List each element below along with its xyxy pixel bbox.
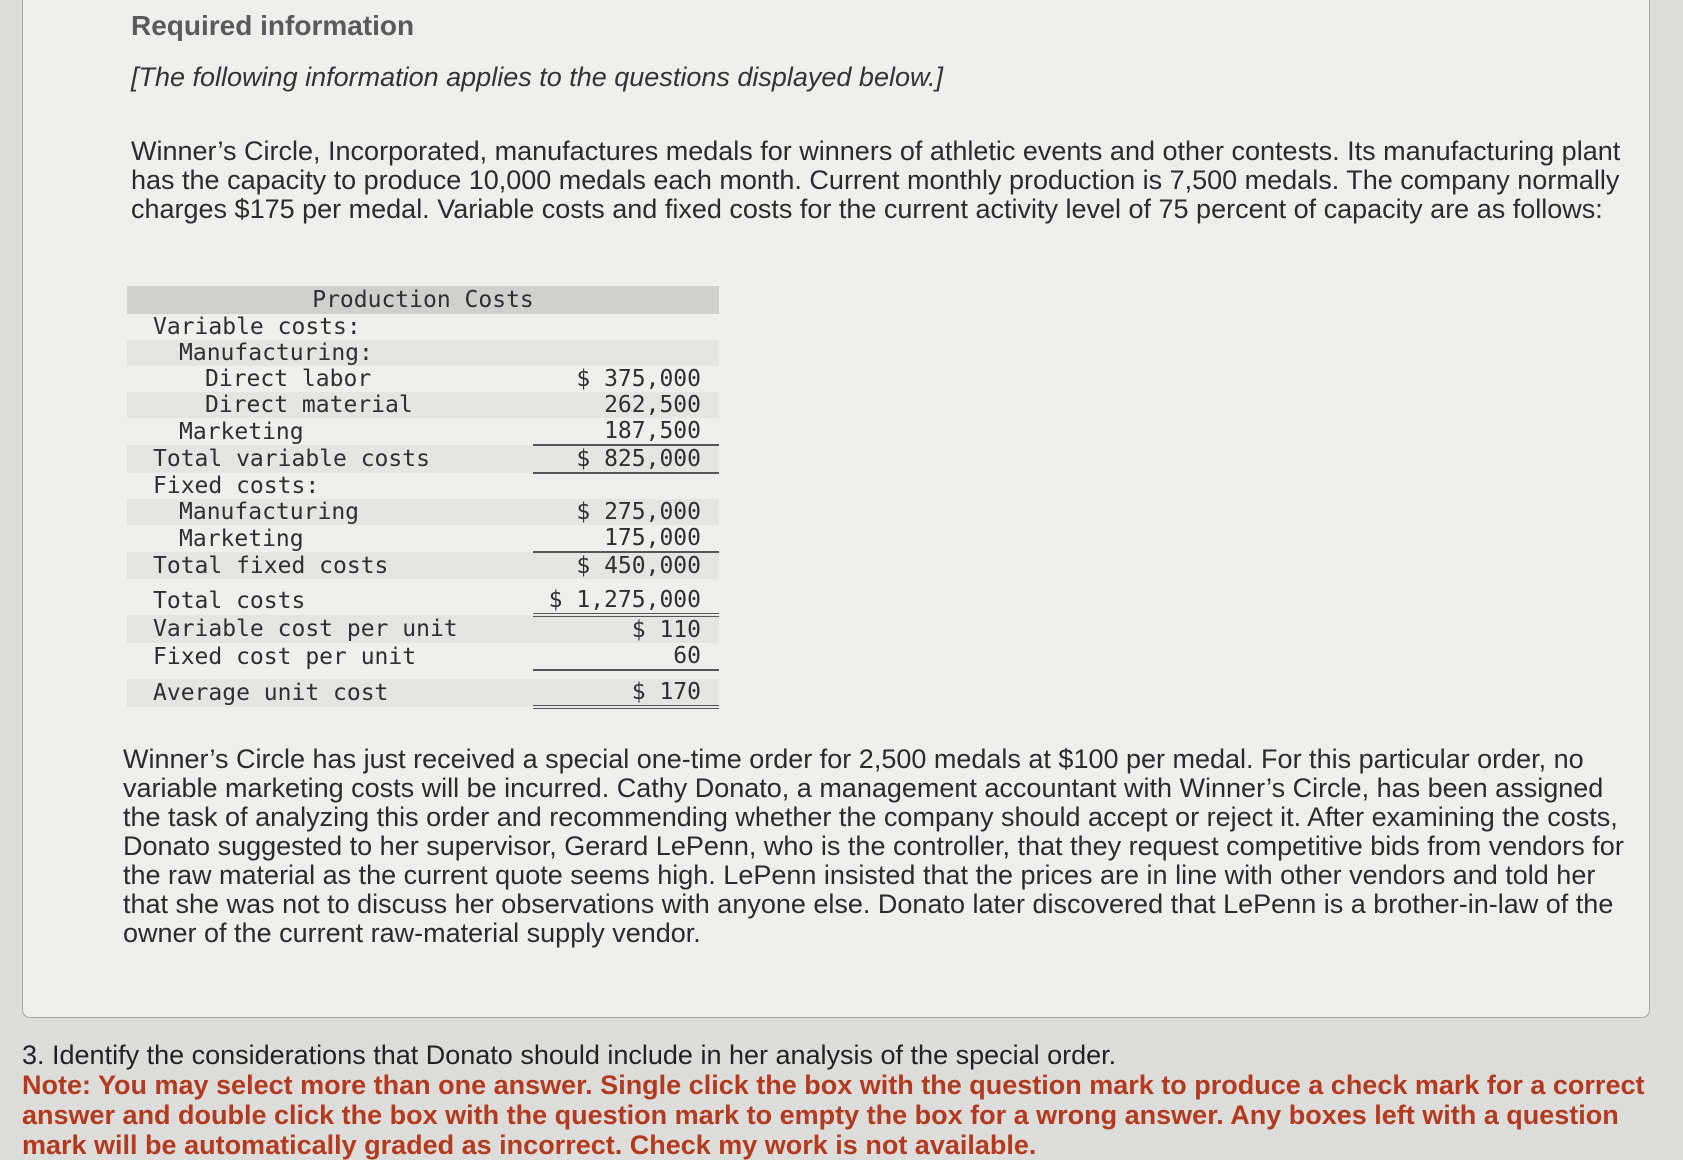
row-value: $ 450,000: [533, 552, 719, 579]
row-label: Manufacturing: [127, 499, 533, 525]
table-row: [127, 679, 719, 707]
spacer-cell: [127, 670, 533, 679]
production-costs-table: [127, 286, 719, 709]
table-row: [127, 587, 719, 615]
row-label: Marketing: [179, 525, 304, 552]
question-block: [22, 1040, 1662, 1160]
row-value: [533, 340, 719, 366]
table-row: [127, 473, 719, 499]
row-value: $ 170: [533, 679, 719, 707]
row-label: Variable costs:: [153, 314, 361, 340]
row-value: $ 1,275,000: [533, 587, 719, 615]
special-order-paragraph: Winner’s Circle has just received a special one-time order for 2,500 medals at $100 per medal. For this particular order, no variable marketing costs will be incurred. Cathy Donato, a management accountant with Winner’s Circle, has been assigned the task of analyzing this order and recommending whether the company should accept or reject it. After examining the costs, Donato suggested to her supervisor, Gerard LePenn, who is the controller, that they request competitive bids from vendors for the raw material as the current quote seems high. LePenn insisted that the prices are in line with other vendors and told her that she was not to discuss her observations with anyone else. Donato later discovered that LePenn is a brother-in-law of the owner of the current raw-material supply vendor.: [123, 744, 1624, 948]
row-label: Direct material: [127, 392, 533, 418]
row-label: Direct labor: [205, 366, 372, 392]
row-label: Total costs: [153, 588, 306, 614]
row-label: Variable cost per unit: [127, 615, 533, 643]
table-row: [127, 418, 719, 445]
question-note: Note: You may select more than one answer. Single click the box with the question mark to produce a check mark for a correct answer and double click the box with the question mark to empty the box for a wrong answer. Any boxes left with a question mark will be automatically graded as incorrect. Check my work is not available.: [22, 1070, 1645, 1160]
table-row: [127, 615, 719, 643]
table-row: [127, 643, 719, 670]
table-row: [127, 366, 719, 392]
row-value: $ 825,000: [533, 445, 719, 473]
row-value: 262,500: [533, 392, 719, 418]
table-header: Production Costs: [127, 286, 719, 314]
spacer-row: [127, 579, 719, 587]
row-value: $ 110: [533, 615, 719, 643]
row-label: Marketing: [179, 418, 304, 445]
information-note: [The following information applies to the questions displayed below.]: [131, 62, 943, 92]
table-row: [127, 499, 719, 525]
table-row: [127, 340, 719, 366]
spacer-cell: [127, 579, 533, 587]
intro-paragraph: Winner’s Circle, Incorporated, manufactures medals for winners of athletic events and other contests. Its manufacturing plant has the capacity to produce 10,000 medals each month. Current monthly production is 7,500 medals. The company normally charges $175 per medal. Variable costs and fixed costs for the current activity level of 75 percent of capacity are as follows:: [131, 136, 1621, 224]
spacer-cell: [533, 670, 719, 679]
table-row: [127, 445, 719, 473]
row-value: 187,500: [533, 418, 719, 445]
question-text: 3. Identify the considerations that Donato should include in her analysis of the special order.: [22, 1040, 1117, 1070]
row-label: Total variable costs: [127, 445, 533, 473]
table-header-row: [127, 286, 719, 314]
information-panel: [22, 0, 1650, 1018]
table-row: [127, 552, 719, 579]
required-information-heading: Required information: [131, 10, 415, 41]
row-value: 60: [533, 643, 719, 670]
spacer-row: [127, 670, 719, 679]
row-value: [533, 473, 719, 499]
spacer-cell: [533, 579, 719, 587]
row-label: Fixed cost per unit: [153, 643, 417, 670]
table-row: [127, 392, 719, 418]
row-value: $ 375,000: [576, 366, 701, 392]
row-label: Manufacturing:: [127, 340, 533, 366]
row-label: Total fixed costs: [127, 552, 533, 579]
row-value: 175,000: [533, 525, 719, 552]
table-row: [127, 314, 719, 340]
row-value: $ 275,000: [533, 499, 719, 525]
table-row: [127, 525, 719, 552]
row-label: Average unit cost: [127, 679, 533, 707]
row-label: Fixed costs:: [153, 473, 320, 499]
row-value: [533, 314, 719, 340]
